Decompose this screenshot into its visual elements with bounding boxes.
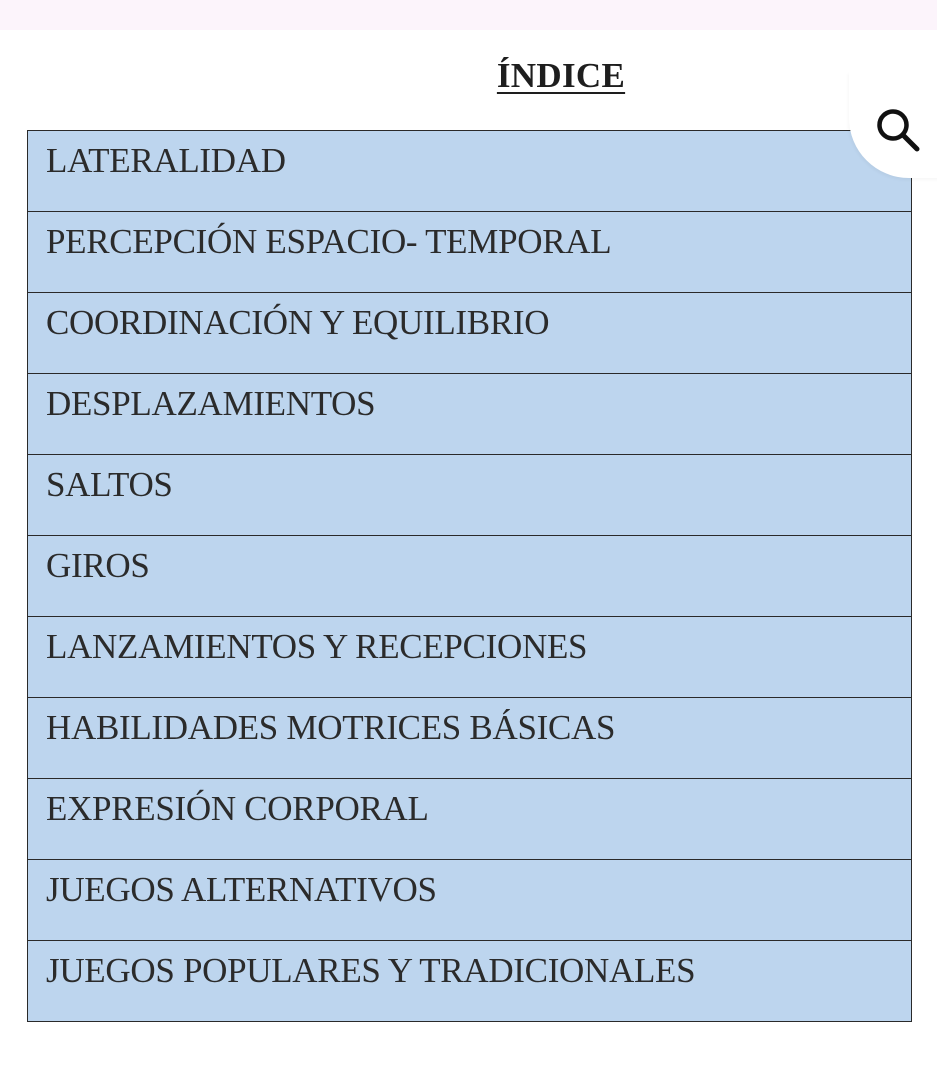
table-cell bbox=[28, 698, 912, 779]
index-item-label: SALTOS bbox=[46, 465, 173, 504]
table-row bbox=[28, 698, 912, 779]
table-row bbox=[28, 131, 912, 212]
table-cell bbox=[28, 617, 912, 698]
index-item-label: LATERALIDAD bbox=[46, 141, 286, 180]
table-cell bbox=[28, 860, 912, 941]
index-item-label: COORDINACIÓN Y EQUILIBRIO bbox=[46, 303, 550, 342]
table-row bbox=[28, 212, 912, 293]
top-band bbox=[0, 0, 937, 30]
table-cell bbox=[28, 536, 912, 617]
index-item-label: JUEGOS ALTERNATIVOS bbox=[46, 870, 437, 909]
page-title: ÍNDICE bbox=[496, 56, 626, 95]
table-cell bbox=[28, 212, 912, 293]
table-row bbox=[28, 293, 912, 374]
table-cell bbox=[28, 374, 912, 455]
table-cell bbox=[28, 455, 912, 536]
search-icon bbox=[873, 105, 923, 155]
index-item-label: HABILIDADES MOTRICES BÁSICAS bbox=[46, 708, 616, 747]
table-row bbox=[28, 536, 912, 617]
table-row bbox=[28, 617, 912, 698]
index-item-label: PERCEPCIÓN ESPACIO- TEMPORAL bbox=[46, 222, 612, 261]
table-cell bbox=[28, 779, 912, 860]
index-item-label: JUEGOS POPULARES Y TRADICIONALES bbox=[46, 951, 696, 990]
table-row bbox=[28, 374, 912, 455]
index-item-label: GIROS bbox=[46, 546, 150, 585]
table-row bbox=[28, 779, 912, 860]
table-cell bbox=[28, 941, 912, 1022]
index-item-label: LANZAMIENTOS Y RECEPCIONES bbox=[46, 627, 588, 666]
table-row bbox=[28, 455, 912, 536]
index-item-label: EXPRESIÓN CORPORAL bbox=[46, 789, 429, 828]
index-table bbox=[27, 130, 912, 1022]
table-row bbox=[28, 860, 912, 941]
table-row bbox=[28, 941, 912, 1022]
table-cell bbox=[28, 293, 912, 374]
index-item-label: DESPLAZAMIENTOS bbox=[46, 384, 376, 423]
table-cell bbox=[28, 131, 912, 212]
